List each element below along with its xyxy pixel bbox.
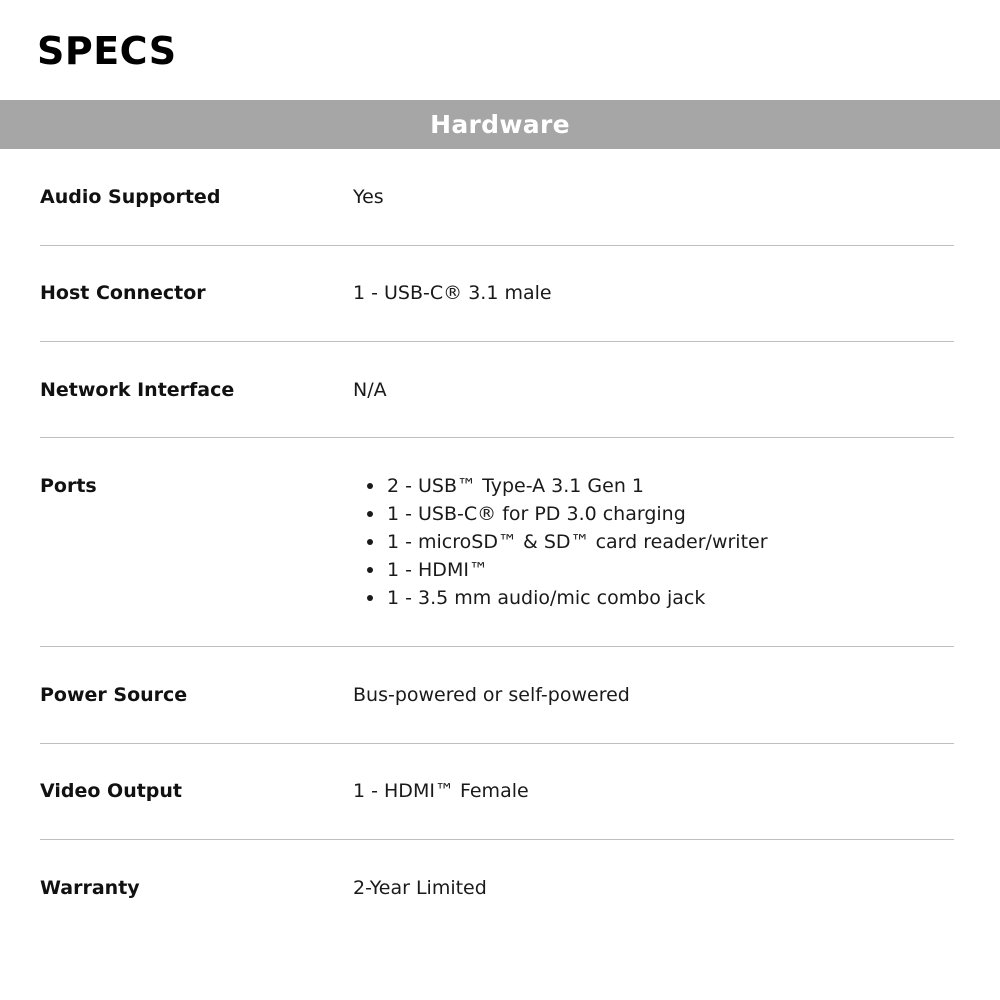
spec-label: Video Output <box>40 780 183 802</box>
section-header-bar <box>0 100 1000 149</box>
row-divider <box>40 743 954 744</box>
spec-value: 1 - HDMI™ Female <box>353 780 529 802</box>
ports-list <box>353 472 768 612</box>
spec-value: 1 - USB-C® 3.1 male <box>353 282 552 304</box>
row-divider <box>40 646 954 647</box>
list-item: 1 - microSD™ & SD™ card reader/writer <box>353 528 768 556</box>
spec-value: Bus-powered or self-powered <box>353 684 630 706</box>
list-item: 1 - USB-C® for PD 3.0 charging <box>353 500 768 528</box>
list-item: 2 - USB™ Type-A 3.1 Gen 1 <box>353 472 768 500</box>
section-title: Hardware <box>430 110 570 139</box>
row-divider <box>40 341 954 342</box>
spec-value: N/A <box>353 379 387 401</box>
page-title: SPECS <box>37 29 177 73</box>
row-divider <box>40 245 954 246</box>
list-item: 1 - HDMI™ <box>353 556 768 584</box>
spec-value: Yes <box>353 186 384 208</box>
spec-value: 2-Year Limited <box>353 877 487 899</box>
spec-label: Warranty <box>40 877 140 899</box>
row-divider <box>40 839 954 840</box>
row-divider <box>40 437 954 438</box>
spec-label: Power Source <box>40 684 188 706</box>
spec-label: Ports <box>40 475 97 497</box>
list-item: 1 - 3.5 mm audio/mic combo jack <box>353 584 768 612</box>
spec-label: Host Connector <box>40 282 206 304</box>
spec-label: Network Interface <box>40 379 235 401</box>
spec-label: Audio Supported <box>40 186 221 208</box>
